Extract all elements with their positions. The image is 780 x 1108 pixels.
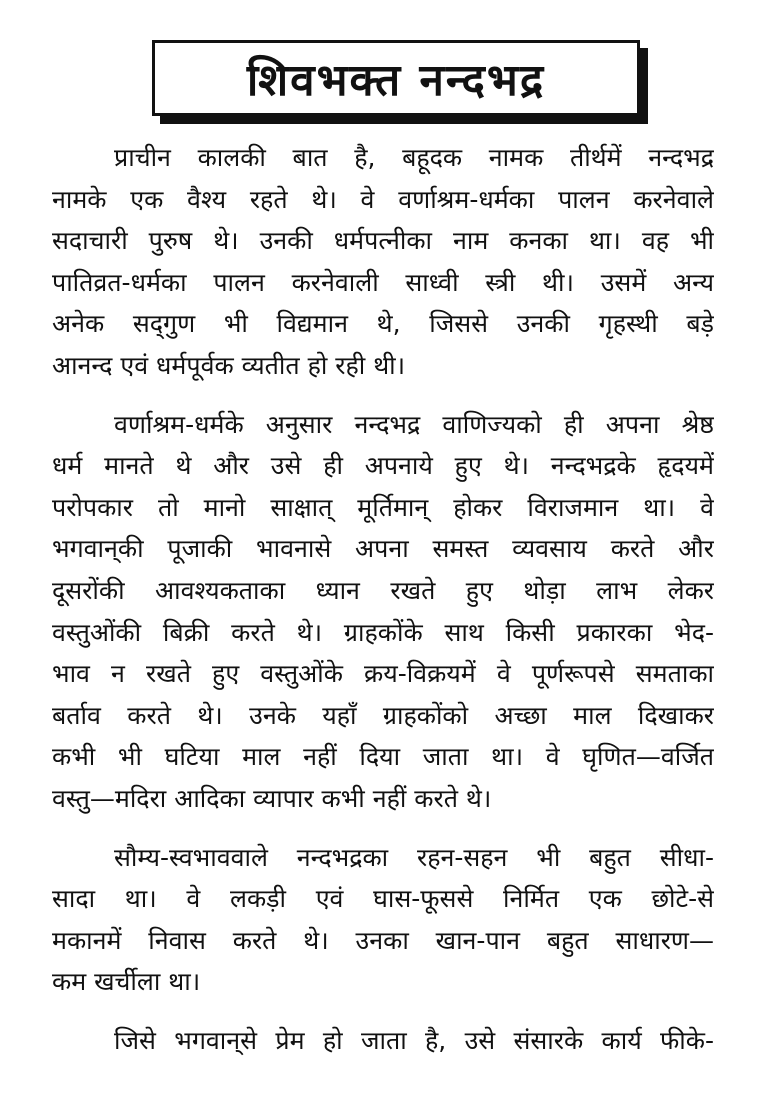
text-line: सौम्य-स्वभाववाले नन्दभद्रका रहन-सहन भी बहुत सीधा-: [114, 842, 714, 872]
text-line: अनेक सद्‌गुण भी विद्यमान थे, जिससे उनकी गृहस्थी बड़े: [52, 309, 714, 339]
text-line: कभी भी घटिया माल नहीं दिया जाता था। वे घृणित—वर्जित: [52, 742, 714, 772]
article-body: [52, 137, 714, 1078]
text-line: भाव न रखते हुए वस्तुओंके क्रय-विक्रयमें वे पूर्णरूपसे समताका: [52, 659, 714, 689]
page-title: शिवभक्त नन्दभद्र: [246, 55, 546, 106]
text-line: नामके एक वैश्य रहते थे। वे वर्णाश्रम-धर्मका पालन करनेवाले: [52, 184, 714, 214]
paragraph: [52, 137, 714, 387]
paragraph: [52, 404, 714, 820]
text-line: आनन्द एवं धर्मपूर्वक व्यतीत हो रही थी।: [52, 350, 406, 380]
text-line: सादा था। वे लकड़ी एवं घास-फूससे निर्मित एक छोटे-से: [52, 884, 714, 914]
text-line: प्राचीन कालकी बात है, बहूदक नामक तीर्थमें नन्दभद्र: [114, 143, 714, 172]
paragraph: [52, 837, 714, 1003]
text-line: दूसरोंकी आवश्यकताका ध्यान रखते हुए थोड़ा लाभ लेकर: [52, 575, 714, 605]
text-line: जिसे भगवान्‌से प्रेम हो जाता है, उसे संसारके कार्य फीके-: [114, 1025, 714, 1055]
text-line: धर्म मानते थे और उसे ही अपनाये हुए थे। नन्दभद्रके हृदयमें: [52, 451, 714, 481]
text-line: वस्तुओंकी बिक्री करते थे। ग्राहकोंके साथ किसी प्रकारका भेद-: [52, 617, 714, 647]
text-line: सदाचारी पुरुष थे। उनकी धर्मपत्नीका नाम कनका था। वह भी: [52, 226, 714, 256]
title-box: [152, 40, 640, 116]
paragraph: [52, 1020, 714, 1062]
text-line: मकानमें निवास करते थे। उनका खान-पान बहुत साधारण—: [52, 925, 714, 955]
text-line: कम खर्चीला था।: [52, 967, 201, 997]
text-line: पातिव्रत-धर्मका पालन करनेवाली साध्वी स्त्री थी। उसमें अन्य: [52, 267, 714, 297]
text-line: वर्णाश्रम-धर्मके अनुसार नन्दभद्र वाणिज्यको ही अपना श्रेष्ठ: [114, 409, 714, 439]
text-line: वस्तु—मदिरा आदिका व्यापार कभी नहीं करते थे।: [52, 783, 492, 813]
text-line: भगवान्‌की पूजाकी भावनासे अपना समस्त व्यवसाय करते और: [52, 534, 714, 564]
text-line: बर्ताव करते थे। उनके यहाँ ग्राहकोंको अच्छा माल दिखाकर: [52, 700, 714, 730]
text-line: परोपकार तो मानो साक्षात् मूर्तिमान् होकर विराजमान था। वे: [52, 492, 714, 522]
